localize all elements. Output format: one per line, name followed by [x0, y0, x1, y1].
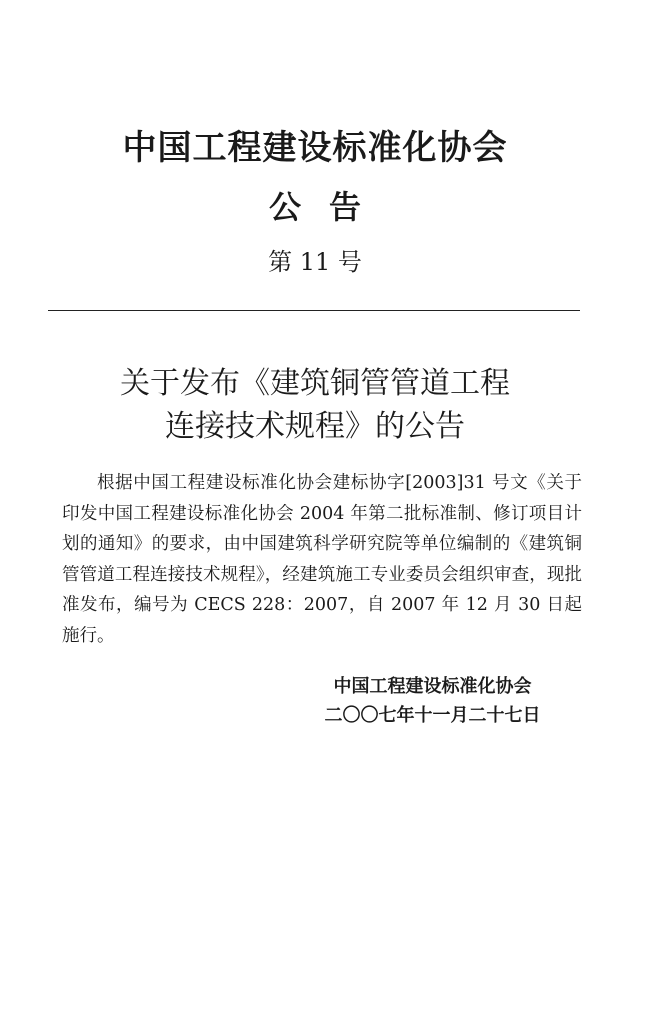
subject-line-2: 连接技术规程》的公告: [165, 409, 465, 444]
notice-number: 第 11 号: [268, 248, 362, 276]
subject-line-1: 关于发布《建筑铜管管道工程: [120, 366, 510, 401]
organization-title: 中国工程建设标准化协会: [122, 128, 508, 168]
subject-heading: [0, 362, 630, 448]
divider: [48, 310, 580, 311]
issuer-name: 中国工程建设标准化协会: [333, 676, 532, 697]
body-paragraph: 根据中国工程建设标准化协会建标协字[2003]31 号文《关于印发中国工程建设标准化协会 2004 年第二批标准制、修订项目计划的通知》的要求，由中国建筑科学研究院等单位编制的《建筑铜管管道工程连接技术规程》，经建筑施工专业委员会组织审查，现批准发布，编号为 CECS 228：2007，自 2007 年 12 月 30 日起施行。: [62, 473, 582, 646]
notice-title: 公告: [268, 188, 389, 226]
issue-date: 二〇〇七年十一月二十七日: [324, 705, 541, 726]
